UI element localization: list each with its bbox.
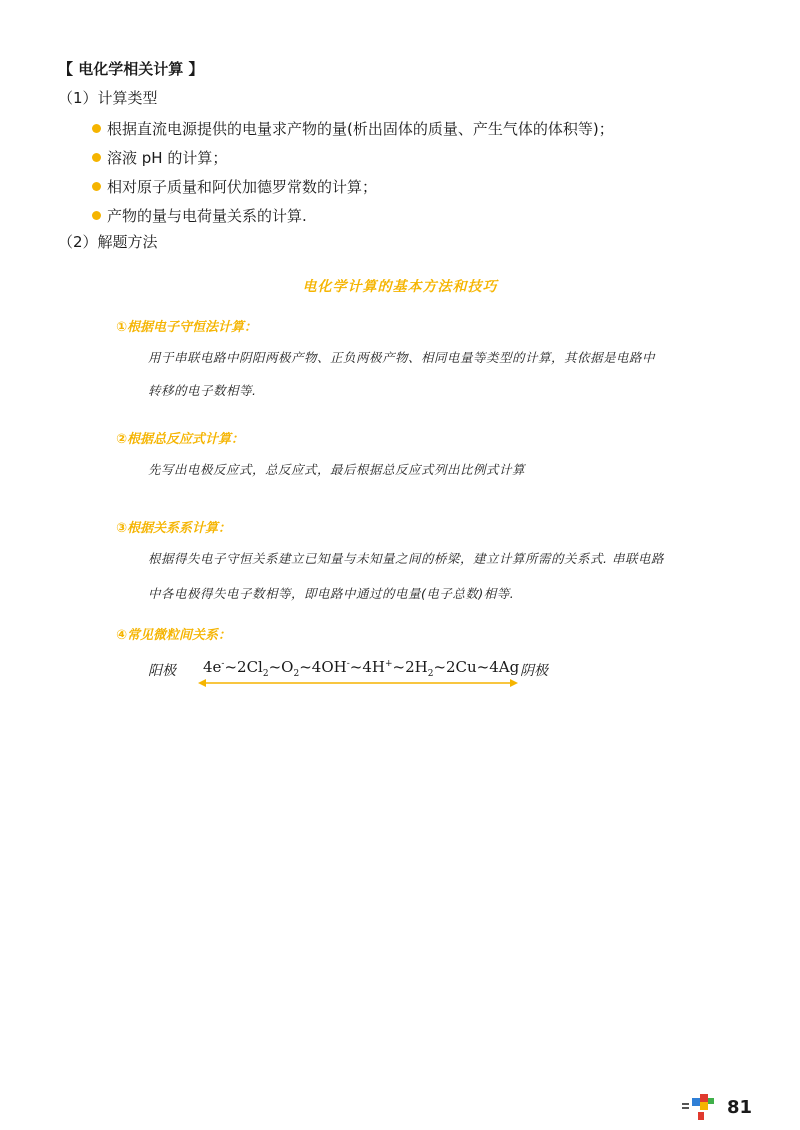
method-title-electron-conservation: ①根据电子守恒法计算： — [116, 320, 258, 335]
subsection-title-methods: （2）解题方法 — [58, 233, 158, 251]
list-item-text: 产物的量与电荷量关系的计算. — [107, 206, 307, 225]
method-title-total-reaction: ②根据总反应式计算： — [116, 432, 245, 447]
method-text-line: 中各电极得失电子数相等，即电路中通过的电量(电子总数)相等. — [148, 586, 515, 601]
subsection-title-calc-types: （1）计算类型 — [58, 89, 158, 107]
method-title-particle-relations: ④常见微粒间关系： — [116, 628, 232, 643]
anode-label: 阳极 — [148, 663, 176, 679]
list-item — [92, 201, 614, 230]
particle-relation-formula: $4e^-\sim 2Cl_2\sim O_2\sim 4OH^-\sim 4H^+\sim 2H_2\sim 2Cu\sim 4Ag$ — [203, 658, 520, 679]
page-number: 81 — [726, 1097, 752, 1118]
methods-title: 电化学计算的基本方法和技巧 — [302, 279, 498, 295]
method-title-relation: ③根据关系系计算： — [116, 521, 232, 536]
bullet-dot-icon — [92, 153, 101, 162]
method-text-line: 先写出电极反应式，总反应式，最后根据总反应式列出比例式计算 — [148, 462, 526, 477]
method-text-line: 用于串联电路中阴阳两极产物、正负两极产物、相同电量等类型的计算，其依据是电路中 — [148, 350, 656, 365]
cathode-label: 阴极 — [520, 663, 548, 679]
list-item — [92, 143, 614, 172]
list-item — [92, 172, 614, 201]
method-text-line: 根据得失电子守恒关系建立已知量与未知量之间的桥梁，建立计算所需的关系式. 串联电路 — [148, 551, 664, 566]
calc-types-list — [92, 114, 614, 230]
double-arrow-icon — [198, 678, 518, 688]
section-heading: 【 电化学相关计算 】 — [58, 60, 204, 78]
publisher-logo-icon — [682, 1092, 722, 1124]
bullet-dot-icon — [92, 211, 101, 220]
bullet-dot-icon — [92, 182, 101, 191]
method-text-line: 转移的电子数相等. — [148, 383, 257, 398]
bullet-dot-icon — [92, 124, 101, 133]
list-item-text: 相对原子质量和阿伏加德罗常数的计算； — [107, 177, 378, 196]
list-item-text: 根据直流电源提供的电量求产物的量(析出固体的质量、产生气体的体积等)； — [107, 119, 614, 138]
list-item-text: 溶液 pH 的计算； — [107, 148, 228, 167]
list-item — [92, 114, 614, 143]
